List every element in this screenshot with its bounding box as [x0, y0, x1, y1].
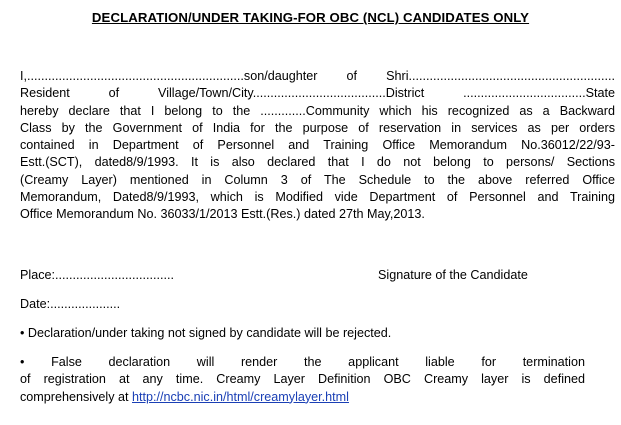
declaration-line: contained in Department of Personnel and Training Office Memorandum No.36012/22/93- [20, 138, 615, 153]
note-text-prefix: comprehensively at [20, 389, 132, 404]
note-unsigned-rejected [20, 325, 585, 342]
declaration-line: I,..............................................................son/daughter of Shri........................................................... [20, 69, 615, 83]
declaration-line: Memorandum, Dated8/9/1993, which is Modified vide Department of Personnel and Training [20, 190, 615, 205]
declaration-line: Estt.(SCT), dated8/9/1993. It is also declared that I do not belong to persons/ Sections [20, 155, 615, 170]
note-text [20, 389, 585, 406]
declaration-line: (Creamy Layer) mentioned in Column 3 of The Schedule to the above referred Office [20, 172, 615, 187]
declaration-line: Resident of Village/Town/City......................................District ...................................State [20, 86, 615, 101]
note-false-declaration [20, 354, 585, 406]
signature-label: Signature of the Candidate [378, 268, 528, 282]
declaration-line: Class by the Government of India for the purpose of reservation in services as per orders [20, 120, 615, 135]
note-text: • False declaration will render the applicant liable for termination [20, 355, 585, 369]
place-field: Place:.................................. [20, 268, 174, 282]
page-title: DECLARATION/UNDER TAKING-FOR OBC (NCL) CANDIDATES ONLY [91, 10, 530, 25]
creamy-layer-link[interactable]: http://ncbc.nic.in/html/creamylayer.html [132, 389, 349, 404]
note-text: of registration at any time. Creamy Layer Definition OBC Creamy layer is defined [20, 372, 585, 387]
declaration-line: Office Memorandum No. 36033/1/2013 Estt.(Res.) dated 27th May,2013. [20, 207, 425, 222]
declaration-line: hereby declare that I belong to the .............Community which his recognized as a Backward [20, 103, 615, 118]
declaration-paragraph [20, 68, 615, 224]
date-field: Date:.................... [20, 297, 121, 311]
note-text: • Declaration/under taking not signed by candidate will be rejected. [20, 326, 392, 340]
